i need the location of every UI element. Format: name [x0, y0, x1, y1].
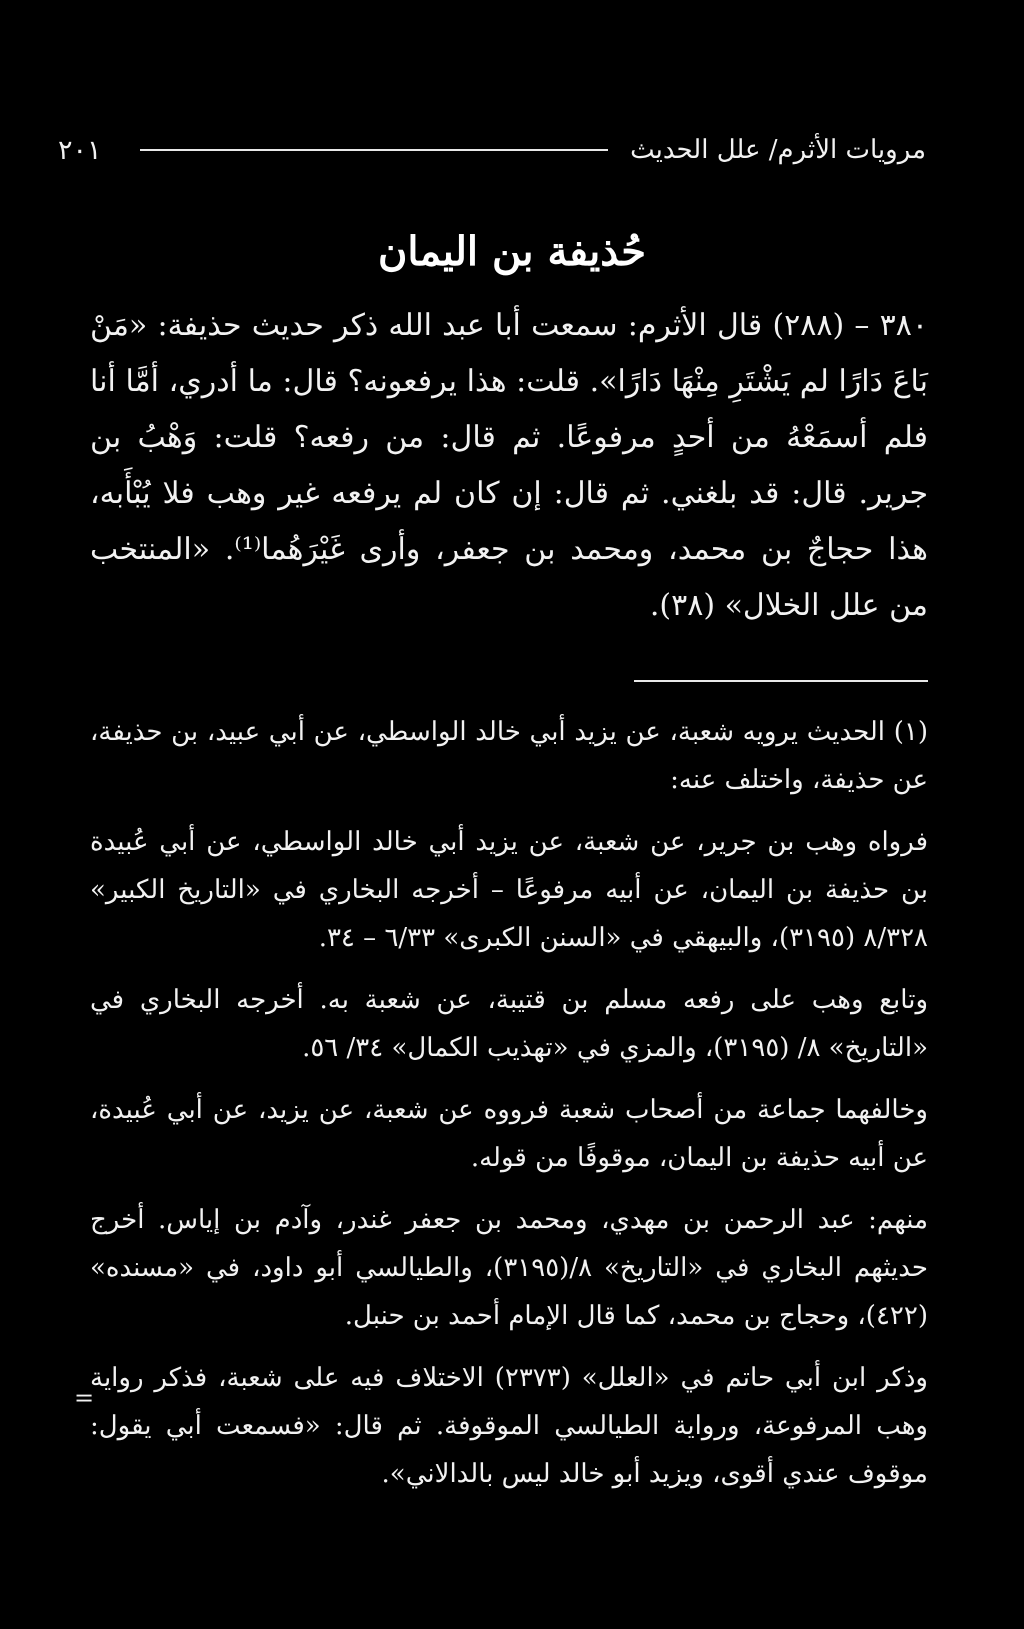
- footnote-paragraph: منهم: عبد الرحمن بن مهدي، ومحمد بن جعفر غندر، وآدم بن إياس. أخرج حديثهم البخاري في «التاريخ» ٨/(٣١٩٥)، والطيالسي أبو داود، في «مسنده» (٤٢٢)، وحجاج بن محمد، كما قال الإمام أحمد بن حنبل.: [90, 1205, 928, 1331]
- narration-paragraph: ٣٨٠ – (٢٨٨) قال الأثرم: سمعت أبا عبد الله ذكر حديث حذيفة: «مَنْ بَاعَ دَارًا لم يَشْتَرِ مِنْهَا دَارًا». قلت: هذا يرفعونه؟ قال: ما أدري، أمَّا أنا فلم أسمَعْهُ من أحدٍ مرفوعًا. ثم قال: من رفعه؟ قلت: وَهْبُ بن جرير. قال: قد بلغني. ثم قال: إن كان لم يرفعه غير وهب فلا يُبْأَبه، هذا حجاجٌ بن محمد، ومحمد بن جعفر، وأرى غَيْرَهُما⁽¹⁾. «المنتخب من علل الخلال» (٣٨).: [90, 308, 929, 623]
- page-header: [58, 128, 926, 172]
- main-text: [90, 298, 928, 634]
- chapter-title: حُذيفة بن اليمان: [377, 228, 647, 275]
- footnotes: [90, 708, 928, 1512]
- footnote-paragraph: وخالفهما جماعة من أصحاب شعبة فرووه عن شعبة، عن يزيد، عن أبي عُبيدة، عن أبيه حذيفة بن اليمان، موقوفًا من قوله.: [90, 1095, 928, 1173]
- header-rule: [140, 149, 608, 151]
- continuation-marker: =: [74, 1384, 95, 1412]
- footnote-paragraph: فرواه وهب بن جرير، عن شعبة، عن يزيد أبي خالد الواسطي، عن أبي عُبيدة بن حذيفة بن اليمان، عن أبيه مرفوعًا – أخرجه البخاري في «التاريخ الكبير» ٨/٣٢٨ (٣١٩٥)، والبيهقي في «السنن الكبرى» ٦/٣٣ – ٣٤.: [90, 827, 928, 953]
- footnote-separator: [634, 680, 928, 682]
- footnote-paragraph: وتابع وهب على رفعه مسلم بن قتيبة، عن شعبة به. أخرجه البخاري في «التاريخ» ٨/ (٣١٩٥)، والمزي في «تهذيب الكمال» ٣٤/ ٥٦.: [90, 985, 928, 1063]
- page-number: ٢٠١: [58, 134, 102, 166]
- footnote-paragraph: وذكر ابن أبي حاتم في «العلل» (٢٣٧٣) الاختلاف فيه على شعبة، فذكر رواية وهب المرفوعة، ورواية الطيالسي الموقوفة. ثم قال: «فسمعت أبي يقول: موقوف عندي أقوى، ويزيد أبو خالد ليس بالدالاني».: [90, 1363, 928, 1489]
- running-title: مرويات الأثرم/ علل الحديث: [630, 135, 926, 165]
- footnote-paragraph: (١) الحديث يرويه شعبة، عن يزيد أبي خالد الواسطي، عن أبي عبيد، بن حذيفة، عن حذيفة، واختلف عنه:: [90, 717, 928, 795]
